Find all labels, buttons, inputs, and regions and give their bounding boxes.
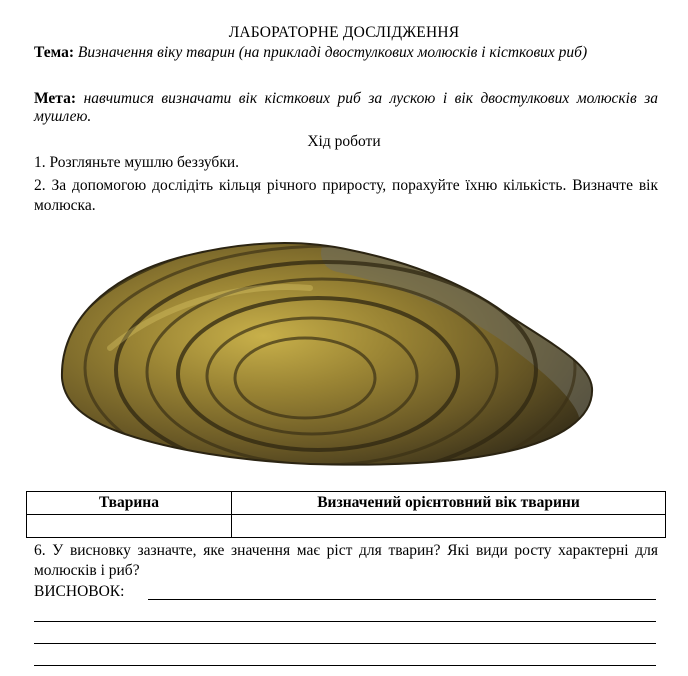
goal-label: Мета: [34, 90, 77, 107]
table-cell-animal[interactable] [27, 515, 232, 538]
table-header-row [27, 492, 666, 515]
step-2: 2. За допомогою дослідіть кільця річного приросту, порахуйте їхню кількість. Визначте вік молюска. [34, 177, 658, 214]
conclusion-line-1[interactable] [148, 599, 656, 600]
topic-paragraph [34, 44, 658, 62]
table-cell-age[interactable] [232, 515, 666, 538]
table-header-age: Визначений орієнтовний вік тварини [232, 492, 666, 515]
table-row [27, 515, 666, 538]
goal-text: навчитися визначати вік кісткових риб за лускою і вік двостулкових молюсків за мушлею. [34, 90, 659, 125]
topic-label: Тема: [34, 44, 74, 61]
goal-paragraph [34, 90, 658, 126]
topic-text: Визначення віку тварин (на прикладі двостулкових молюсків і кісткових риб) [77, 44, 588, 61]
document-title: ЛАБОРАТОРНЕ ДОСЛІДЖЕННЯ [228, 24, 460, 41]
conclusion-line-2[interactable] [34, 621, 656, 622]
conclusion-line-3[interactable] [34, 643, 656, 644]
conclusion-line-4[interactable] [34, 665, 656, 666]
results-table [26, 491, 666, 538]
step-1: 1. Розгляньте мушлю беззубки. [34, 154, 240, 171]
mussel-shell-image [50, 228, 598, 478]
step-6: 6. У висновку зазначте, яке значення має ріст для тварин? Які види росту характерні для молюсків і риб? [34, 542, 658, 579]
conclusion-label: ВИСНОВОК: [34, 583, 125, 600]
table-header-animal: Тварина [27, 492, 232, 515]
procedure-heading: Хід роботи [307, 133, 381, 150]
